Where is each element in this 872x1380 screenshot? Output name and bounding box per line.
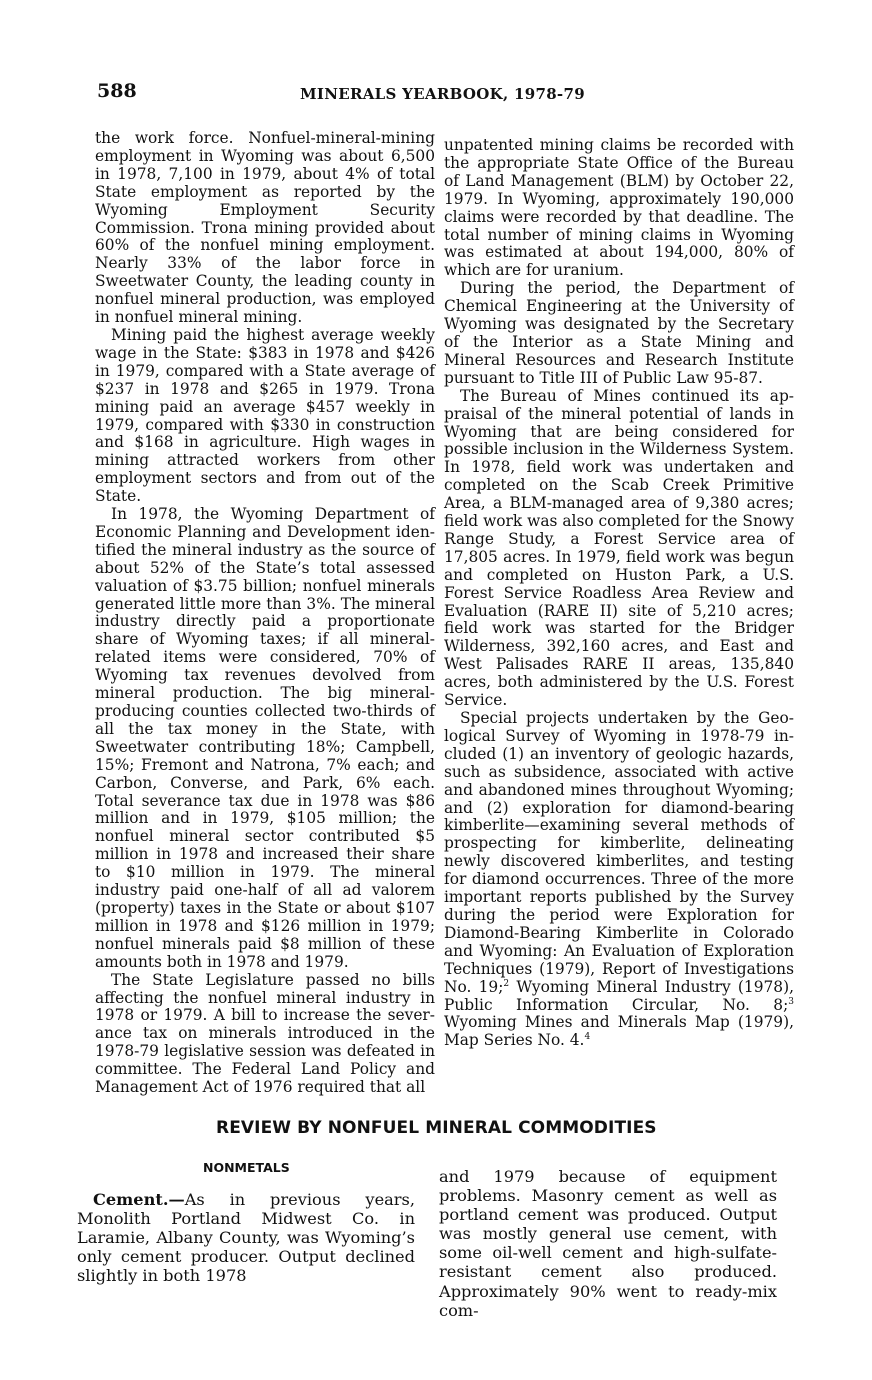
footnote-mark: 2 (503, 978, 510, 989)
left-text-column (95, 130, 435, 1097)
paragraph: Mining paid the highest average weekly wage in the State: $383 in 1978 and $426 in 1979, compared with a State average of $237 in 1978 and $265 in 1979. Trona mining paid an average $457 weekly in 1979, compared with $330 in construction and $168 in agriculture. High wages in mining attracted workers from other employment sectors and from out of the State. (95, 325, 435, 506)
paragraph-text: Special projects undertaken by the Geological Survey of Wyoming in 1978-79 included (1) an inventory of geologic hazards, such as subsidence, associated with active and abandoned mines throughout Wyoming; and (2) exploration for diamond-bearing kimberlite—examining several methods of prospecting for kimberlite, delineating newly discovered kimberlites, and testing for diamond occurrences. Three of the more important reports published by the Survey during the period were Exploration for Diamond-Bearing Kimberlite in Colorado and Wyoming: An Evaluation of Exploration Techniques (1979), Report of Investigations No. 19; (444, 709, 794, 996)
subsection-title: NONMETALS (203, 1160, 290, 1175)
run-in-heading: Cement.— (93, 1190, 185, 1209)
cement-text-right (439, 1167, 777, 1320)
paragraph: the work force. Nonfuel-mineral-mining employment in Wyoming was about 6,500 in 1978, 7,100 in 1979, about 4% of total State employment as reported by the Wyoming Employment Security Commission. Trona mining provided about 60% of the nonfuel mining employment. Nearly 33% of the labor force in Sweetwater County, the leading county in nonfuel mineral production, was employed in nonfuel mineral mining. (95, 129, 435, 327)
paragraph: and 1979 because of equipment problems. Masonry cement as well as portland cement was produced. Output was mostly general use cement, with some oil-well cement and high-sulfate-resistant cement also produced. Approximately 90% went to ready-mix com- (439, 1167, 777, 1320)
paragraph: During the period, the Department of Chemical Engineering at the University of Wyoming was designated by the Secretary of the Interior as a State Mining and Mineral Resources and Research Institute pursuant to Title III of Public Law 95-87. (444, 279, 794, 387)
paragraph: The State Legislature passed no bills affecting the nonfuel mineral industry in 1978 or 1979. A bill to increase the severance tax on minerals introduced in the 1978-79 legislative session was defeated in committee. The Federal Land Policy and Management Act of 1976 required that all (95, 970, 435, 1097)
paragraph-text: Wyoming Mines and Minerals Map (1979), Map Series No. 4. (444, 1013, 794, 1050)
paragraph (444, 710, 794, 1050)
running-title: MINERALS YEARBOOK, 1978-79 (300, 85, 585, 103)
footnote-mark: 4 (584, 1032, 591, 1043)
section-title: REVIEW BY NONFUEL MINERAL COMMODITIES (216, 1118, 657, 1138)
page-number: 588 (97, 80, 137, 102)
paragraph: In 1978, the Wyoming Department of Economic Planning and Development identified the mineral industry as the source of about 52% of the State’s total assessed valuation of $3.75 billion; nonfuel minerals generated little more than 3%. The mineral industry directly paid a proportionate share of Wyoming taxes; if all mineral-related items were considered, 70% of Wyoming tax revenues devolved from mineral production. The big mineral-producing counties collected two-thirds of all the tax money in the State, with Sweetwater contributing 18%; Campbell, 15%; Fremont and Natrona, 7% each; and Carbon, Converse, and Park, 6% each. Total severance tax due in 1978 was $86 million and in 1979, $105 million; the nonfuel mineral sector contributed $5 million in 1978 and increased their share to $10 million in 1979. The mineral industry paid one-half of all ad valorem (property) taxes in the State or about $107 million in 1978 and $126 million in 1979; nonfuel minerals paid $8 million of these amounts both in 1978 and 1979. (95, 505, 435, 971)
paragraph: unpatented mining claims be recorded with the appropriate State Office of the Bureau of Land Management (BLM) by October 22, 1979. In Wyoming, approximately 190,000 claims were recorded by that deadline. The total number of mining claims in Wyoming was estimated at about 194,000, 80% of which are for uranium. (444, 136, 794, 280)
right-text-column (444, 137, 794, 1050)
paragraph (77, 1190, 415, 1285)
footnote-mark: 3 (788, 996, 794, 1007)
paragraph-text: Wyoming Mineral Industry (1978), Public Information Circular, No. 8; (444, 977, 794, 1014)
paragraph-text: As in previous years, Monolith Portland Midwest Co. in Laramie, Albany County, was Wyoming’s only cement producer. Output declined slightly in both 1978 (77, 1190, 415, 1286)
paragraph: The Bureau of Mines continued its appraisal of the mineral potential of lands in Wyoming that are being considered for possible inclusion in the Wilderness System. In 1978, field work was undertaken and completed on the Scab Creek Primitive Area, a BLM-managed area of 9,380 acres; field work was also completed for the Snowy Range Study, a Forest Service area of 17,805 acres. In 1979, field work was begun and completed on Huston Park, a U.S. Forest Service Roadless Area Review and Evaluation (RARE II) site of 5,210 acres; field work was started for the Bridger Wilderness, 392,160 acres, and East and West Palisades RARE II areas, 135,840 acres, both administered by the U.S. Forest Service. (444, 386, 794, 710)
cement-text-left (77, 1190, 415, 1285)
